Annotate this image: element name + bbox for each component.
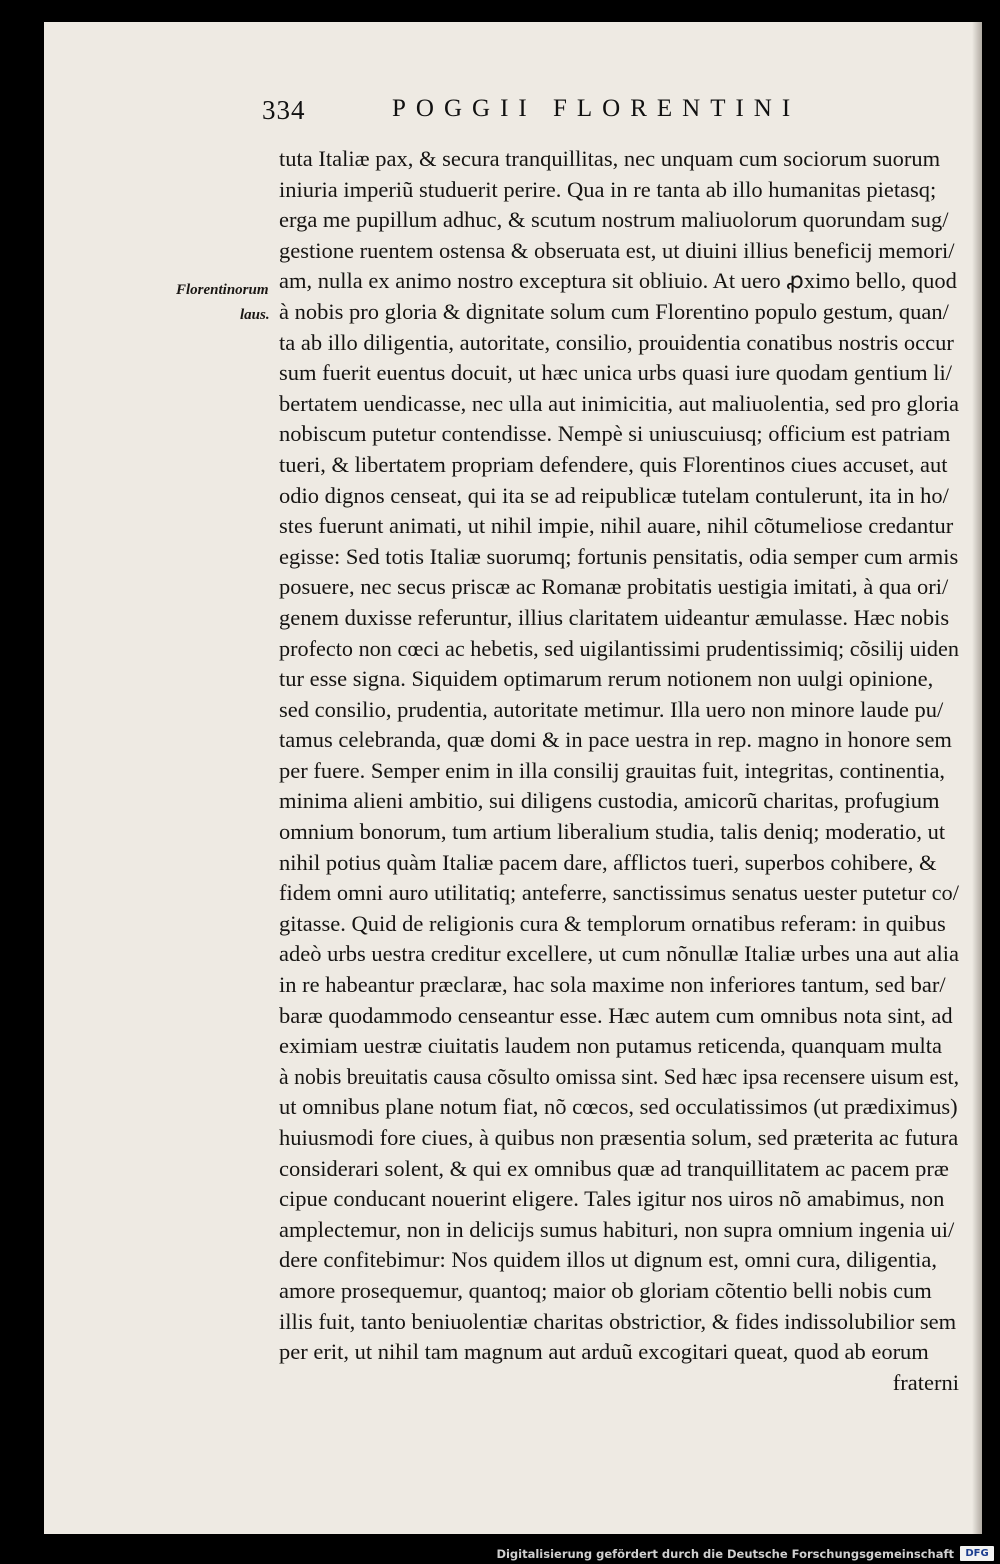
- book-page: [44, 22, 982, 1534]
- text-line: nobiscum putetur contendisse. Nempè si uniuscuiusq; officium est patriam: [279, 421, 951, 447]
- text-line: adeò urbs uestra creditur excellere, ut cum nõnullæ Italiæ urbes una aut alia: [279, 941, 959, 967]
- text-line: odio dignos censeat, qui ita se ad reipublicæ tutelam contulerunt, ita in ho/: [279, 482, 949, 508]
- text-line: baræ quodammodo censeantur esse. Hæc autem cum omnibus nota sint, ad: [279, 1002, 953, 1028]
- funding-credit: Digitalisierung gefördert durch die Deutsche Forschungsgemeinschaft: [496, 1547, 954, 1561]
- text-line: tamus celebranda, quæ domi & in pace uestra in rep. magno in honore sem: [279, 727, 952, 753]
- marginal-note: laus.: [240, 307, 270, 323]
- text-line: genem duxisse referuntur, illius claritatem uideantur æmulasse. Hæc nobis: [279, 604, 950, 630]
- text-line: à nobis pro gloria & dignitate solum cum Florentino populo gestum, quan/: [279, 298, 949, 324]
- text-line: egisse: Sed totis Italiæ suorumq; fortunis pensitatis, odia semper cum armis: [279, 543, 959, 569]
- text-line: tuta Italiæ pax, & secura tranquillitas, nec unquam cum sociorum suorum: [279, 146, 941, 171]
- text-line: am, nulla ex animo nostro exceptura sit obliuio. At uero ꝓximo bello, quod: [279, 268, 957, 294]
- text-line: considerari solent, & qui ex omnibus quæ ad tranquillitatem ac pacem præ: [279, 1155, 949, 1181]
- catchword: fraterni: [892, 1369, 959, 1395]
- text-line: per erit, ut nihil tam magnum aut arduũ excogitari queat, quod ab eorum: [279, 1339, 929, 1365]
- text-line: cipue conducant nouerint eligere. Tales igitur nos uiros nõ amabimus, non: [279, 1186, 945, 1212]
- text-line: sum fuerit euentus docuit, ut hæc unica urbs quasi iure quodam gentium li/: [279, 360, 953, 386]
- running-title: POGGII FLORENTINI: [392, 95, 801, 122]
- body-text: [279, 144, 959, 1398]
- text-line: iniuria imperiũ studuerit perire. Qua in re tanta ab illo humanitas pietasq;: [279, 176, 937, 202]
- text-line: bertatem uendicasse, nec ulla aut inimicitia, aut maliuolentia, sed pro gloria: [279, 390, 959, 416]
- text-line: ta ab illo diligentia, autoritate, consilio, prouidentia conatibus nostris occur: [279, 329, 954, 355]
- text-line: à nobis breuitatis causa cõsulto omissa sint. Sed hæc ipsa recensere uisum est,: [279, 1063, 960, 1089]
- text-line: gitasse. Quid de religionis cura & templorum ornatibus referam: in quibus: [279, 910, 946, 936]
- text-line: posuere, nec secus priscæ ac Romanæ probitatis uestigia imitati, à qua ori/: [279, 574, 949, 600]
- text-line: erga me pupillum adhuc, & scutum nostrum maliuolorum quorundam sug/: [279, 207, 949, 233]
- marginal-note: Florentinorum: [176, 282, 269, 298]
- text-line: tueri, & libertatem propriam defendere, quis Florentinos ciues accuset, aut: [279, 451, 948, 477]
- text-line: profecto non cœci ac hebetis, sed uigilantissimi prudentissimiq; cõsilij uiden: [279, 635, 960, 661]
- text-line: eximiam uestræ ciuitatis laudem non putamus reticenda, quanquam multa: [279, 1033, 942, 1059]
- text-line: per fuere. Semper enim in illa consilij grauitas fuit, integritas, continentia,: [279, 757, 946, 783]
- text-line: gestione ruentem ostensa & obseruata est, ut diuini illius beneficij memori/: [279, 237, 955, 263]
- dfg-logo: DFG: [960, 1546, 994, 1561]
- page-number: 334: [262, 95, 306, 125]
- text-line: stes fuerunt animati, ut nihil impie, nihil auare, nihil cõtumeliose credantur: [279, 513, 954, 539]
- text-line: nihil potius quàm Italiæ pacem dare, afflictos tueri, superbos cohibere, &: [279, 849, 937, 875]
- page-header: [262, 95, 962, 135]
- text-line: amplectemur, non in delicijs sumus habituri, non supra omnium ingenia ui/: [279, 1216, 955, 1242]
- footer-bar: [0, 1542, 1000, 1564]
- text-line: fidem omni auro utilitatiq; anteferre, sanctissimus senatus uester putetur co/: [279, 880, 960, 906]
- text-line: minima alieni ambitio, sui diligens custodia, amicorũ charitas, profugium: [279, 788, 940, 814]
- text-line: sed consilio, prudentia, autoritate metimur. Illa uero non minore laude pu/: [279, 696, 944, 722]
- text-line: huiusmodi fore ciues, à quibus non præsentia solum, sed præterita ac futura: [279, 1125, 959, 1150]
- text-line: ut omnibus plane notum fiat, nõ cœcos, sed occulatissimos (ut prædiximus): [279, 1094, 958, 1120]
- text-line: dere confitebimur: Nos quidem illos ut dignum est, omni cura, diligentia,: [279, 1247, 938, 1273]
- text-line: in re habeantur præclaræ, hac sola maxime non inferiores tantum, sed bar/: [279, 972, 946, 998]
- text-line: tur esse signa. Siquidem optimarum rerum notionem non uulgi opinione,: [279, 666, 934, 692]
- text-line: omnium bonorum, tum artium liberalium studia, talis deniq; moderatio, ut: [279, 819, 946, 845]
- text-line: illis fuit, tanto beniuolentiæ charitas obstrictior, & fides indissolubilior sem: [279, 1308, 957, 1334]
- text-line: amore prosequemur, quantoq; maior ob gloriam cõtentio belli nobis cum: [279, 1277, 932, 1303]
